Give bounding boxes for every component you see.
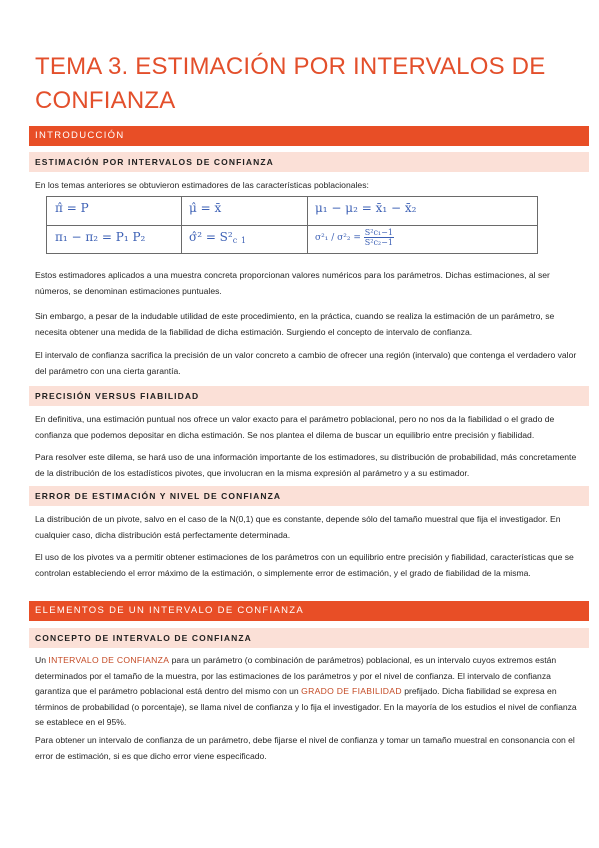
formula-table xyxy=(46,196,538,254)
subsection-heading-error: ERROR DE ESTIMACIÓN Y NIVEL DE CONFIANZA xyxy=(29,486,589,506)
paragraph-error-2: El uso de los pivotes va a permitir obtener estimaciones de los parámetros con un equilibrio entre precisión y fiabilidad, características que se controlan estableciendo el error máximo de la estimación, o simplemente error de estimación, y el grado de fiabilidad de la misma. xyxy=(35,552,574,578)
paragraph-concepto-1-c: prefijado. Dicha fiabilidad se expresa en términos de probabilidad (o porcentaje), se llama nivel de confianza y lo fija el investigador. En la mayoría de los estudios el nivel de confianza se establece en el 95%. xyxy=(35,686,577,727)
formula-sigma-ratio: σ²₁ / σ²₂ = $\frac{\text{S²c₁−1}}{\text{S²c₂−1}}$ xyxy=(315,228,393,247)
formula-pi-diff: π₁ − π₂ = P₁ P₂ xyxy=(55,230,146,244)
formula-sigma-hat-main: σ̂² = S² xyxy=(189,230,233,244)
paragraph-fiabilidad: Sin embargo, a pesar de la indudable utilidad de este procedimiento, en la práctica, cuando se realiza la estimación de un parámetro, se necesita obtener una medida de la fiabilidad de dicha estimación. Surgiendo el concepto de intervalo de confianza. xyxy=(35,311,555,337)
highlight-intervalo-de-confianza: INTERVALO DE CONFIANZA xyxy=(48,655,170,665)
formula-sigma-hat xyxy=(189,230,246,245)
formula-sigma-hat-sub: c xyxy=(232,236,238,245)
formula-divider xyxy=(47,225,537,226)
paragraph-concepto-2: Para obtener un intervalo de confianza de un parámetro, debe fijarse el nivel de confianza y tomar un tamaño muestral en consonancia con el error de estimación, si es que dicho error viene especificado. xyxy=(35,735,575,761)
highlight-grado-de-fiabilidad: GRADO DE FIABILIDAD xyxy=(301,686,402,696)
paragraph-intervalo: El intervalo de confianza sacrifica la precisión de un valor concreto a cambio de ofrecer una región (intervalo) que contenga el verdadero valor del parámetro con una cierta garantía. xyxy=(35,350,577,376)
formula-mu-hat: μ̂ = x̄ xyxy=(189,201,222,215)
paragraph-precision-1: En definitiva, una estimación puntual nos ofrece un valor exacto para el parámetro poblacional, pero no nos da la fiabilidad o el grado de confianza que podemos depositar en dicha estimación. Se nos plantea el dilema de buscar un equilibrio entre precisión y fiabilidad. xyxy=(35,414,555,440)
section-heading-introduccion: INTRODUCCIÓN xyxy=(29,126,589,146)
paragraph-concepto-1-b: para un parámetro (o combinación de parámetros) poblacional, es un intervalo cuyos extremos están determinados por el tamaño de la muestra, por las estimaciones de los parámetros y por el nivel de confianza. El intervalo de confianza garantiza que el parámetro poblacional está dentro del mismo con un xyxy=(35,655,557,696)
subsection-heading-concepto: CONCEPTO DE INTERVALO DE CONFIANZA xyxy=(29,628,589,648)
formula-fraction-numerator: S²c₁−1 xyxy=(364,228,393,237)
subsection-heading-estimacion: ESTIMACIÓN POR INTERVALOS DE CONFIANZA xyxy=(29,152,589,172)
section-heading-elementos: ELEMENTOS DE UN INTERVALO DE CONFIANZA xyxy=(29,601,589,621)
paragraph-concepto-1 xyxy=(35,653,583,731)
formula-mu-diff: μ₁ − μ₂ = x̄₁ − x̄₂ xyxy=(315,201,417,215)
formula-pi-hat: π̂ = P xyxy=(55,201,89,215)
formula-sigma-hat-tail: 1 xyxy=(241,236,247,245)
intro-paragraph: En los temas anteriores se obtuvieron estimadores de las características poblacionales: xyxy=(35,180,369,190)
document-title: TEMA 3. ESTIMACIÓN POR INTERVALOS DE CONFIANZA xyxy=(35,53,546,114)
formula-sigma-ratio-lhs: σ²₁ / σ²₂ xyxy=(315,233,351,243)
formula-fraction-denominator: S²c₂−1 xyxy=(364,238,393,247)
paragraph-precision-2: Para resolver este dilema, se hará uso de una información importante de los estimadores, su distribución de probabilidad, más concretamente de la distribución de los estadísticos pivotes, que involucran en la misma expresión al parámetro y a su estimador. xyxy=(35,452,577,478)
paragraph-concepto-1-a: Un xyxy=(35,655,49,665)
formula-sigma-ratio-fraction xyxy=(364,228,394,247)
paragraph-error-1: La distribución de un pivote, salvo en el caso de la N(0,1) que es constante, depende sólo del tamaño muestral que fija el investigador. En cualquier caso, dicha distribución está perfectamente determinada. xyxy=(35,514,561,540)
subsection-heading-precision: PRECISIÓN VERSUS FIABILIDAD xyxy=(29,386,589,406)
paragraph-estimaciones-puntuales: Estos estimadores aplicados a una muestra concreta proporcionan valores numéricos para los parámetros. Dichas estimaciones, al ser números, se denominan estimaciones puntuales. xyxy=(35,270,550,296)
